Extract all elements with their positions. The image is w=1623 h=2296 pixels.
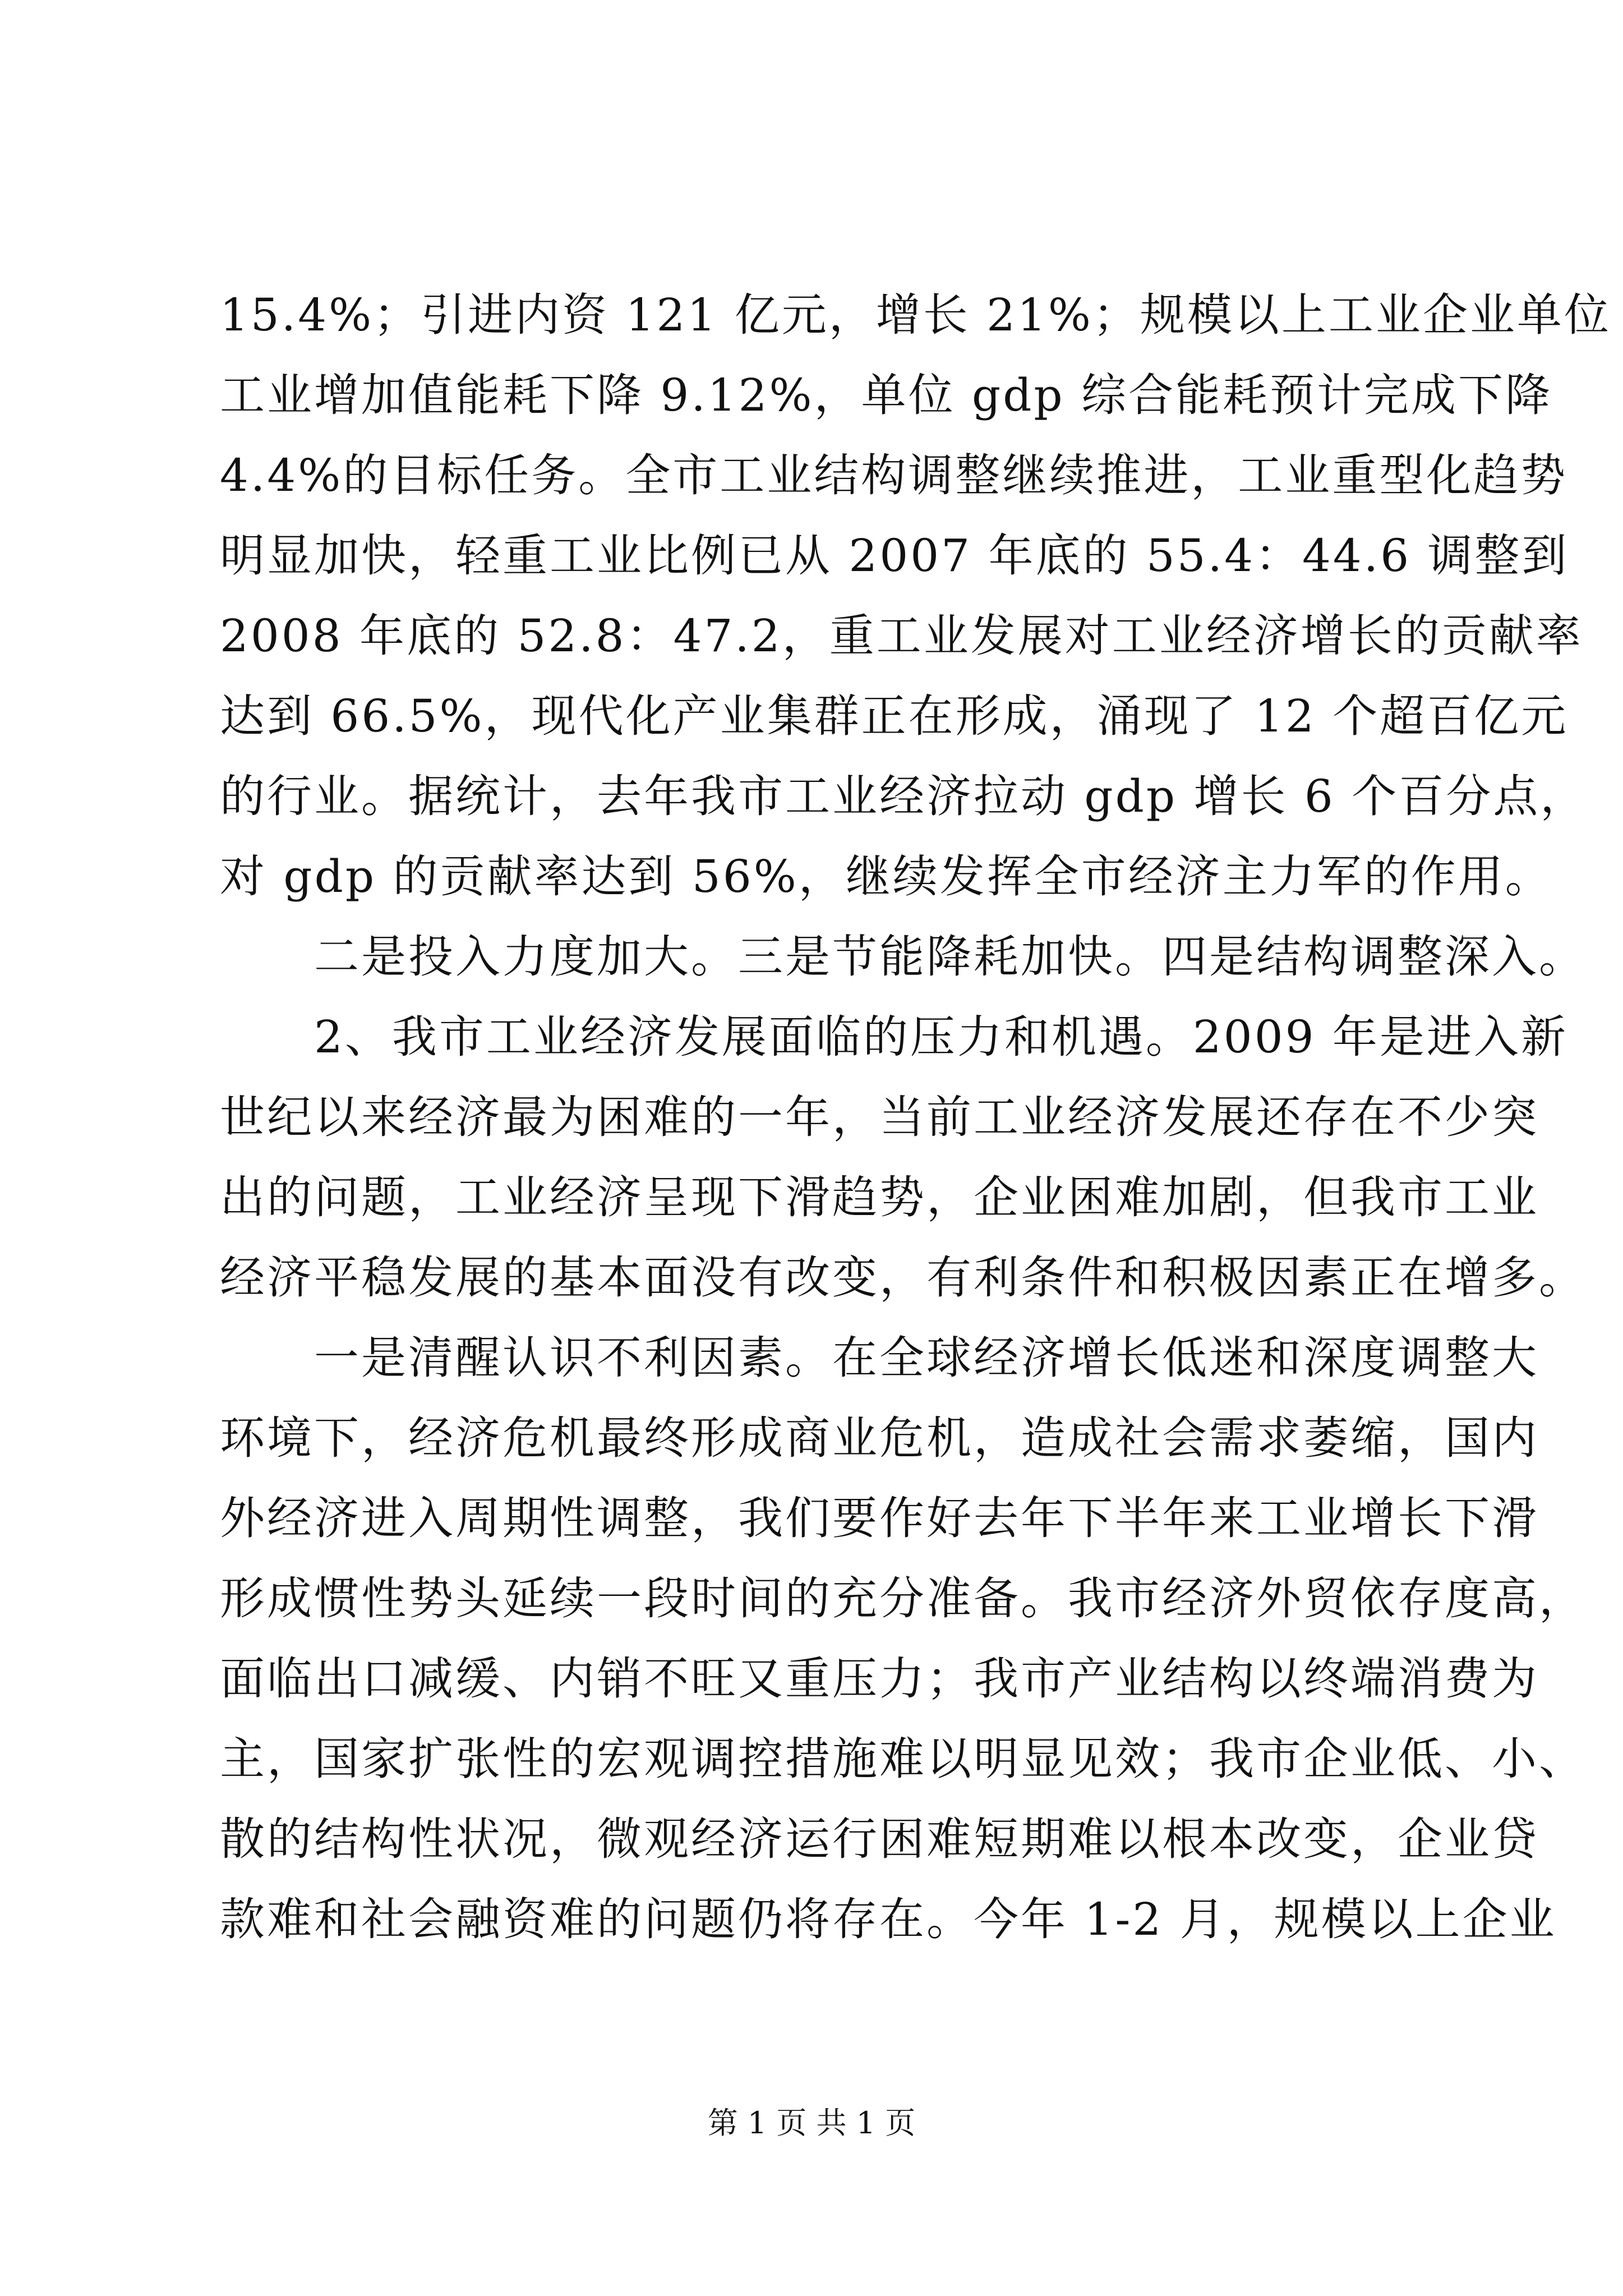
- paragraph-4: [220, 1318, 1586, 1959]
- text-line: 世纪以来经济最为困难的一年，当前工业经济发展还存在不少突: [220, 1091, 1539, 1143]
- text-line: 一是清醒认识不利因素。在全球经济增长低迷和深度调整大: [314, 1332, 1539, 1384]
- text-line: 外经济进入周期性调整，我们要作好去年下半年来工业增长下滑: [220, 1492, 1539, 1544]
- text-line: 形成惯性势头延续一段时间的充分准备。我市经济外贸依存度高，: [220, 1572, 1586, 1625]
- text-line: 面临出口减缓、内销不旺又重压力；我市产业结构以终端消费为: [220, 1653, 1539, 1705]
- text-line: 2、我市工业经济发展面临的压力和机遇。2009 年是进入新: [314, 1011, 1568, 1063]
- text-line: 2008 年底的 52.8：47.2，重工业发展对工业经济增长的贡献率: [220, 610, 1583, 662]
- page-number-label: 第 1 页 共 1 页: [707, 2105, 916, 2141]
- text-line: 款难和社会融资难的问题仍将存在。今年 1-2 月，规模以上企业: [220, 1893, 1557, 1945]
- text-line: 明显加快，轻重工业比例已从 2007 年底的 55.4：44.6 调整到: [220, 530, 1569, 582]
- text-line: 主，国家扩张性的宏观调控措施难以明显见效；我市企业低、小、: [220, 1733, 1586, 1785]
- text-line: 工业增加值能耗下降 9.12%，单位 gdp 综合能耗预计完成下降: [220, 369, 1553, 421]
- text-line: 达到 66.5%，现代化产业集群正在形成，涌现了 12 个超百亿元: [220, 690, 1569, 742]
- text-line: 15.4%；引进内资 121 亿元，增长 21%；规模以上工业企业单位: [220, 289, 1611, 341]
- paragraph-2: [220, 917, 1586, 997]
- text-line: 出的问题，工业经济呈现下滑趋势，企业困难加剧，但我市工业: [220, 1171, 1539, 1223]
- text-line: 4.4%的目标任务。全市工业结构调整继续推进，工业重型化趋势: [220, 449, 1568, 501]
- text-line: 二是投入力度加大。三是节能降耗加快。四是结构调整深入。: [314, 931, 1586, 983]
- text-line: 环境下，经济危机最终形成商业危机，造成社会需求萎缩，国内: [220, 1412, 1539, 1464]
- paragraph-3: [220, 997, 1586, 1318]
- text-line: 散的结构性状况，微观经济运行困难短期难以根本改变，企业贷: [220, 1813, 1539, 1865]
- page-footer: [0, 2104, 1623, 2143]
- paragraph-1: [220, 275, 1611, 917]
- text-line: 对 gdp 的贡献率达到 56%，继续发挥全市经济主力军的作用。: [220, 850, 1552, 903]
- text-line: 经济平稳发展的基本面没有改变，有利条件和积极因素正在增多。: [220, 1251, 1586, 1304]
- document-body: [220, 275, 1611, 1959]
- text-line: 的行业。据统计，去年我市工业经济拉动 gdp 增长 6 个百分点，: [220, 770, 1588, 822]
